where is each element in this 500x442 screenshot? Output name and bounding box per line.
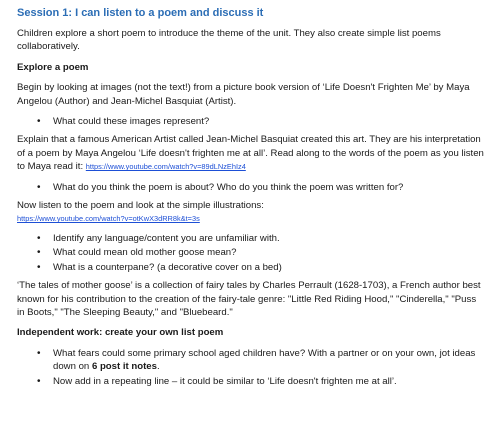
explore-paragraph-3 xyxy=(17,199,486,226)
bullet-list-2 xyxy=(17,181,486,194)
list-item: • What could these images represent? xyxy=(53,115,486,128)
list-item: • What do you think the poem is about? Who do you think the poem was written for? xyxy=(53,181,486,194)
session-title: Session 1: I can listen to a poem and discuss it xyxy=(17,7,264,19)
mother-goose-paragraph: ‘The tales of mother goose’ is a collection of fairy tales by Charles Perrault (1628-1703), a French author best known for his contribution to the creation of the fairy-tale genre: "Little Red Riding Hood," "Cinderella," "Puss in Boots," "The Sleeping Beauty," and "Bluebeard." xyxy=(17,280,481,318)
independent-heading: Independent work: create your own list poem xyxy=(17,327,224,339)
explore-paragraph-2-text: Explain that a famous American Artist called Jean-Michel Basquiat created this art. They are his interpretation of a poem by Maya Angelou ‘Life doesn't frighten me at all’. Read along to the words of the poem as you listen to Maya read it: xyxy=(17,134,484,173)
list-item xyxy=(53,347,486,374)
independent-bullet-1-end: . xyxy=(156,361,160,373)
youtube-link-1[interactable]: https://www.youtube.com/watch?v=89dLNzEhIz4 xyxy=(85,162,246,172)
explore-paragraph-2 xyxy=(17,133,486,173)
post-it-notes-bold: 6 post it notes xyxy=(91,361,157,373)
list-item: • Now add in a repeating line – it could be similar to ‘Life doesn't frighten me at all’. xyxy=(53,375,486,388)
independent-bullet-1-text: What fears could some primary school aged children have? With a partner or on your own, jot ideas down on xyxy=(53,347,476,373)
list-item: • What is a counterpane? (a decorative cover on a bed) xyxy=(53,261,486,274)
bullet-list-1 xyxy=(17,115,486,128)
bullet-list-4 xyxy=(17,347,486,388)
intro-paragraph: Children explore a short poem to introduce the theme of the unit. They also create simple list poems collaboratively. xyxy=(17,28,441,53)
list-item: • What could mean old mother goose mean? xyxy=(53,246,486,259)
youtube-link-2[interactable]: https://www.youtube.com/watch?v=otKwX3dRR8k&t=3s xyxy=(17,214,200,224)
list-item: • Identify any language/content you are unfamiliar with. xyxy=(53,232,486,245)
explore-paragraph-3-text: Now listen to the poem and look at the simple illustrations: xyxy=(17,200,264,212)
explore-heading: Explore a poem xyxy=(17,61,89,73)
bullet-list-3 xyxy=(17,232,486,274)
explore-paragraph-1: Begin by looking at images (not the text!) from a picture book version of ‘Life Doesn't Frighten Me’ by Maya Angelou (Author) and Jean-Michel Basquiat (Artist). xyxy=(17,82,470,107)
